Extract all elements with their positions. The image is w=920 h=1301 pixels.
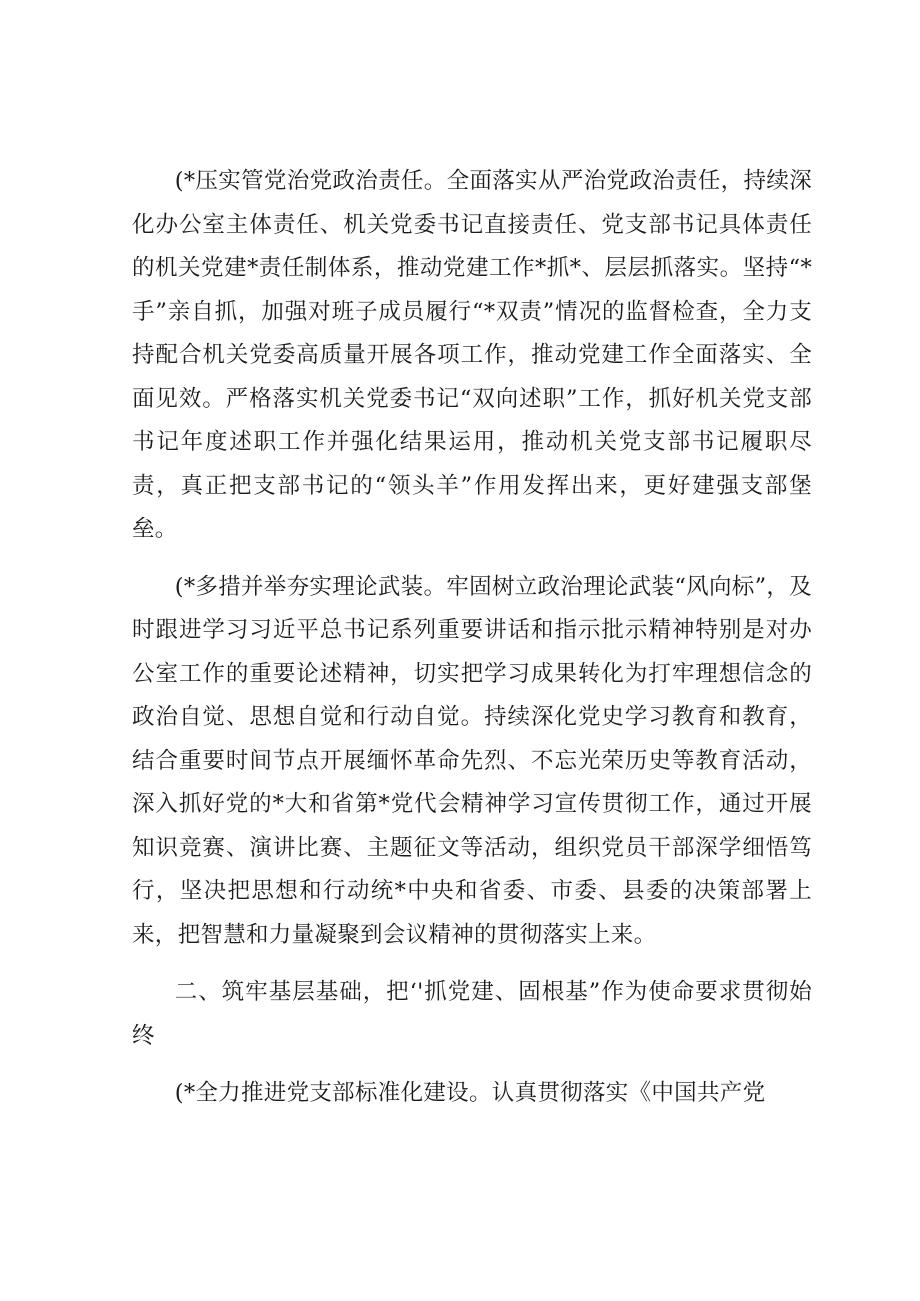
paragraph-party-responsibility: (*压实管党治党政治责任。全面落实从严治党政治责任，持续深化办公室主体责任、机关党委书记直接责任、党支部书记具体责任的机关党建*责任制体系，推动党建工作*抓*、层层抓落实。坚持“*手”亲自抓，加强对班子成员履行“*双责”情况的监督检查，全力支持配合机关党委高质量开展各项工作，推动党建工作全面落实、全面见效。严格落实机关党委书记“双向述职”工作，抓好机关党支部书记年度述职工作并强化结果运用，推动机关党支部书记履职尽责，真正把支部书记的“领头羊”作用发挥出来，更好建强支部堡垒。 bbox=[132, 168, 812, 542]
section-heading-grassroots: 二、筑牢基层基础，把‘'抓党建、固根基”作为使命要求贯彻始终 bbox=[132, 979, 812, 1049]
document-body bbox=[132, 160, 812, 1116]
paragraph-theory-study: (*多措并举夯实理论武装。牢固树立政治理论武装“风向标”，及时跟进学习习近平总书记系列重要讲话和指示批示精神特别是对办公室工作的重要论述精神，切实把学习成果转化为打牢理想信念的政治自觉、思想自觉和行动自觉。持续深化党史学习教育和教育，结合重要时间节点开展缅怀革命先烈、不忘光荣历史等教育活动，深入抓好党的*大和省第*党代会精神学习宣传贯彻工作，通过开展知识竞赛、演讲比赛、主题征文等活动，组织党员干部深学细悟笃行，坚决把思想和行动统*中央和省委、市委、县委的决策部署上来，把智慧和力量凝聚到会议精神的贯彻落实上来。 bbox=[132, 573, 812, 948]
paragraph-branch-standardization: (*全力推进党支部标准化建设。认真贯彻落实《中国共产党 bbox=[174, 1080, 766, 1106]
